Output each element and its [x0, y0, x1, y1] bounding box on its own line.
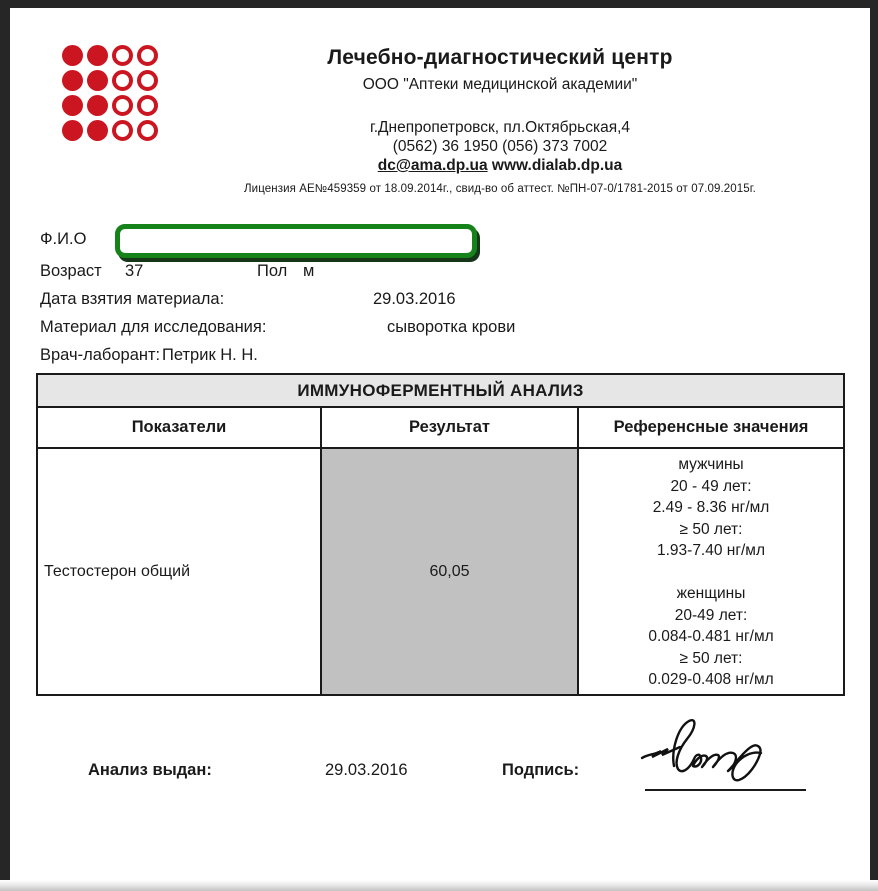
signature-underline	[645, 789, 806, 791]
logo-dot	[112, 70, 133, 91]
signature-label: Подпись:	[502, 761, 580, 779]
logo-dot	[87, 70, 108, 91]
material-value: сыворотка крови	[387, 318, 516, 336]
reference-line: 20 - 49 лет:	[670, 477, 752, 495]
table-title: ИММУНОФЕРМЕНТНЫЙ АНАЛИЗ	[37, 374, 844, 407]
page-frame-right	[870, 0, 878, 891]
clinic-contacts	[150, 157, 850, 175]
reference-line: женщины	[676, 585, 746, 602]
logo-dot	[87, 45, 108, 66]
issued-label: Анализ выдан:	[88, 761, 212, 779]
reference-line: ≥ 50 лет:	[679, 520, 743, 538]
age-value: 37	[125, 262, 144, 280]
clinic-name: Лечебно-диагностический центр	[327, 46, 673, 69]
doctor-value: Петрик Н. Н.	[162, 346, 258, 364]
logo-dot	[62, 120, 83, 141]
reference-line: 0.084-0.481 нг/мл	[648, 628, 774, 645]
results-table	[36, 373, 845, 696]
license-line: Лицензия АЕ№459359 от 18.09.2014г., свид-во об аттест. №ПН-07-0/1781-2015 от 07.09.2015г.	[244, 183, 756, 195]
sex-value: м	[303, 262, 315, 280]
table-header-row	[37, 407, 844, 448]
page-frame-top	[0, 0, 878, 8]
reference-line: мужчины	[678, 456, 744, 473]
logo-dot	[62, 95, 83, 116]
sex-label: Пол	[257, 262, 288, 280]
reference-line: 2.49 - 8.36 нг/мл	[652, 499, 770, 516]
indicator-cell: Тестостерон общий	[37, 448, 321, 695]
column-header-indicator: Показатели	[37, 407, 321, 448]
reference-line: 20-49 лет:	[674, 606, 748, 624]
material-label: Материал для исследования:	[40, 318, 267, 336]
clinic-phones: (0562) 36 1950 (056) 373 7002	[392, 138, 608, 155]
page-bottom-strip	[0, 880, 878, 891]
reference-line: 0.029-0.408 нг/мл	[648, 671, 774, 688]
logo-dot	[62, 45, 83, 66]
reference-line	[579, 562, 843, 584]
reference-line: ≥ 50 лет:	[679, 649, 743, 667]
column-header-result: Результат	[321, 407, 578, 448]
logo-dot	[112, 45, 133, 66]
reference-line: 1.93-7.40 нг/мл	[656, 542, 766, 559]
result-cell: 60,05	[321, 448, 578, 695]
column-header-reference: Референсные значения	[578, 407, 844, 448]
table-row	[37, 448, 844, 695]
logo-dot	[112, 95, 133, 116]
signature-icon	[636, 714, 808, 793]
reference-cell	[578, 448, 844, 695]
sample-date-label: Дата взятия материала:	[40, 290, 225, 308]
doctor-label: Врач-лаборант:	[40, 346, 161, 364]
logo-dot	[112, 120, 133, 141]
clinic-logo-dots-icon	[62, 45, 164, 147]
email-link[interactable]: dc@ama.dp.ua	[377, 157, 488, 174]
fio-input-box[interactable]	[115, 224, 477, 258]
page-frame-left	[0, 0, 10, 891]
website-link[interactable]: www.dialab.dp.ua	[491, 157, 623, 174]
logo-dot	[137, 95, 158, 116]
logo-dot	[62, 70, 83, 91]
sample-date-value: 29.03.2016	[373, 290, 456, 308]
clinic-address: г.Днепропетровск, пл.Октябрьская,4	[369, 119, 631, 136]
company-name: ООО "Аптеки медицинской академии"	[362, 76, 638, 93]
issued-date: 29.03.2016	[325, 761, 408, 779]
age-label: Возраст	[40, 262, 102, 280]
logo-dot	[87, 120, 108, 141]
logo-dot	[87, 95, 108, 116]
fio-label: Ф.И.О	[40, 230, 87, 248]
